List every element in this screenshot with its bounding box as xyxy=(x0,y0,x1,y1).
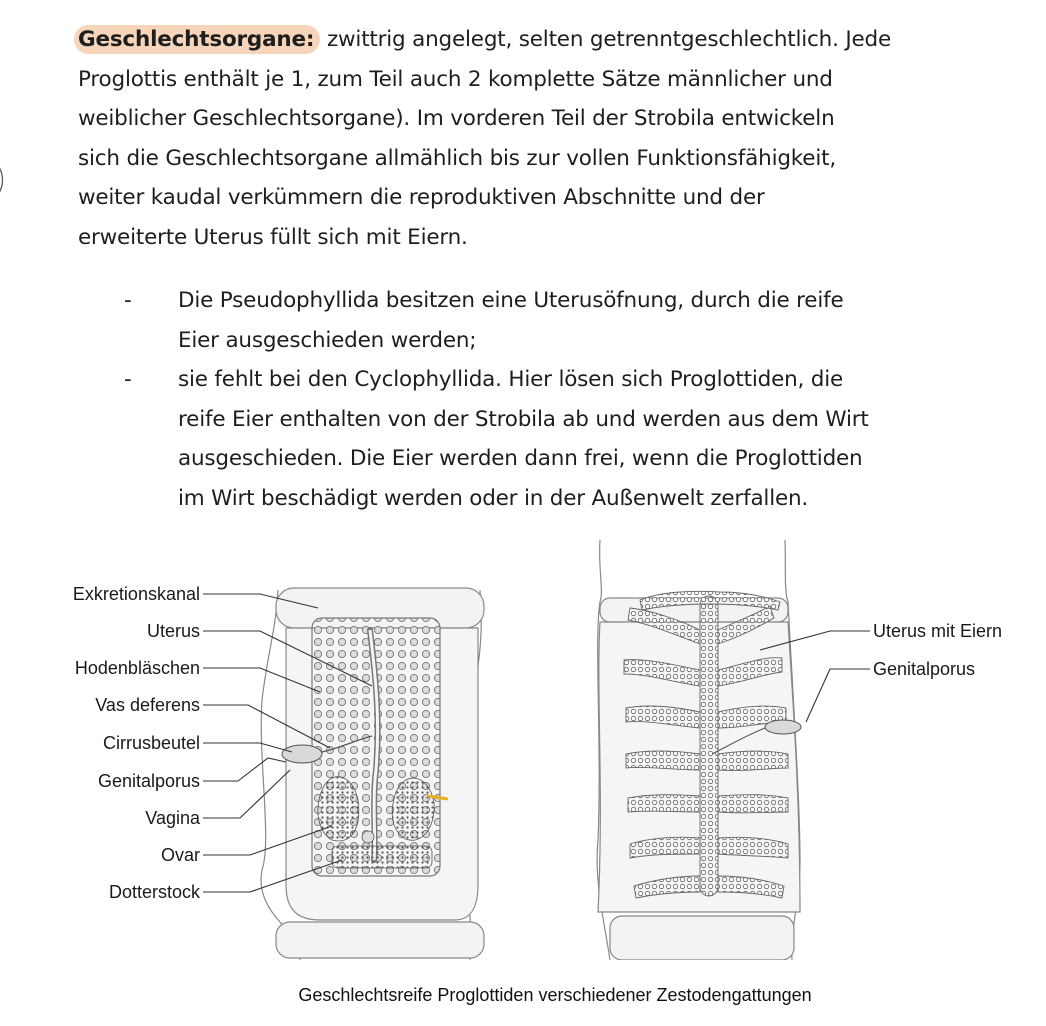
bullet-line: Eier ausgeschieden werden; xyxy=(178,327,477,353)
bullet-line: Die Pseudophyllida besitzen eine Uterusöfnung, durch die reife xyxy=(178,288,844,313)
paragraph-line-1: zwittrig angelegt, selten getrenntgeschlechtlich. Jede xyxy=(320,27,891,52)
label-ovar: Ovar xyxy=(160,845,200,865)
term-geschlechtsorgane: Geschlechtsorgane: xyxy=(78,27,315,52)
label-uterus-mit-eiern: Uterus mit Eiern xyxy=(873,621,1003,641)
paragraph-line-6: erweiterte Uterus füllt sich mit Eiern. xyxy=(78,224,468,250)
bullet-list xyxy=(124,281,1004,518)
bullet-dash: - xyxy=(124,367,132,392)
figure-caption: Geschlechtsreife Proglottiden verschiedener Zestodengattungen xyxy=(298,985,812,1005)
paragraph-line-3: weiblicher Geschlechtsorgane). Im vorderen Teil der Strobila entwickeln xyxy=(78,106,835,131)
bullet-dash: - xyxy=(124,288,132,313)
proglottid-figure xyxy=(0,540,1046,960)
label-vagina: Vagina xyxy=(145,808,200,828)
label-cirrusbeutel: Cirrusbeutel xyxy=(102,733,200,753)
paragraph-line-5: weiter kaudal verkümmern die reproduktiven Abschnitte und der xyxy=(78,185,765,210)
highlighted-term xyxy=(74,25,320,54)
paragraph-line-4: sich die Geschlechtsorgane allmählich bis zur vollen Funktionsfähigkeit, xyxy=(78,145,836,171)
bullet-line: reife Eier enthalten von der Strobila ab und werden aus dem Wirt xyxy=(178,406,869,432)
paragraph-line-2: Proglottis enthält je 1, zum Teil auch 2 komplette Sätze männlicher und xyxy=(78,66,833,92)
label-dotterstock: Dotterstock xyxy=(108,882,200,902)
list-item xyxy=(124,360,1004,518)
label-exkretionskanal: Exkretionskanal xyxy=(72,584,200,604)
margin-circle-mark xyxy=(0,150,10,210)
bullet-line: sie fehlt bei den Cyclophyllida. Hier lösen sich Proglottiden, die xyxy=(178,367,844,392)
bullet-line: ausgeschieden. Die Eier werden dann frei, wenn die Proglottiden xyxy=(178,446,863,471)
label-genitalporus-left: Genitalporus xyxy=(97,771,200,791)
right-proglottid-drawing xyxy=(597,540,801,960)
label-vas-deferens: Vas deferens xyxy=(95,695,200,715)
intro-paragraph xyxy=(78,20,978,257)
label-uterus: Uterus xyxy=(146,621,200,641)
list-item xyxy=(124,281,1004,360)
left-proglottid-drawing xyxy=(261,588,484,960)
bullet-line: im Wirt beschädigt werden oder in der Außenwelt zerfallen. xyxy=(178,485,809,511)
label-genitalporus-right: Genitalporus xyxy=(873,659,976,679)
label-hodenblaeschen: Hodenbläschen xyxy=(74,658,200,678)
